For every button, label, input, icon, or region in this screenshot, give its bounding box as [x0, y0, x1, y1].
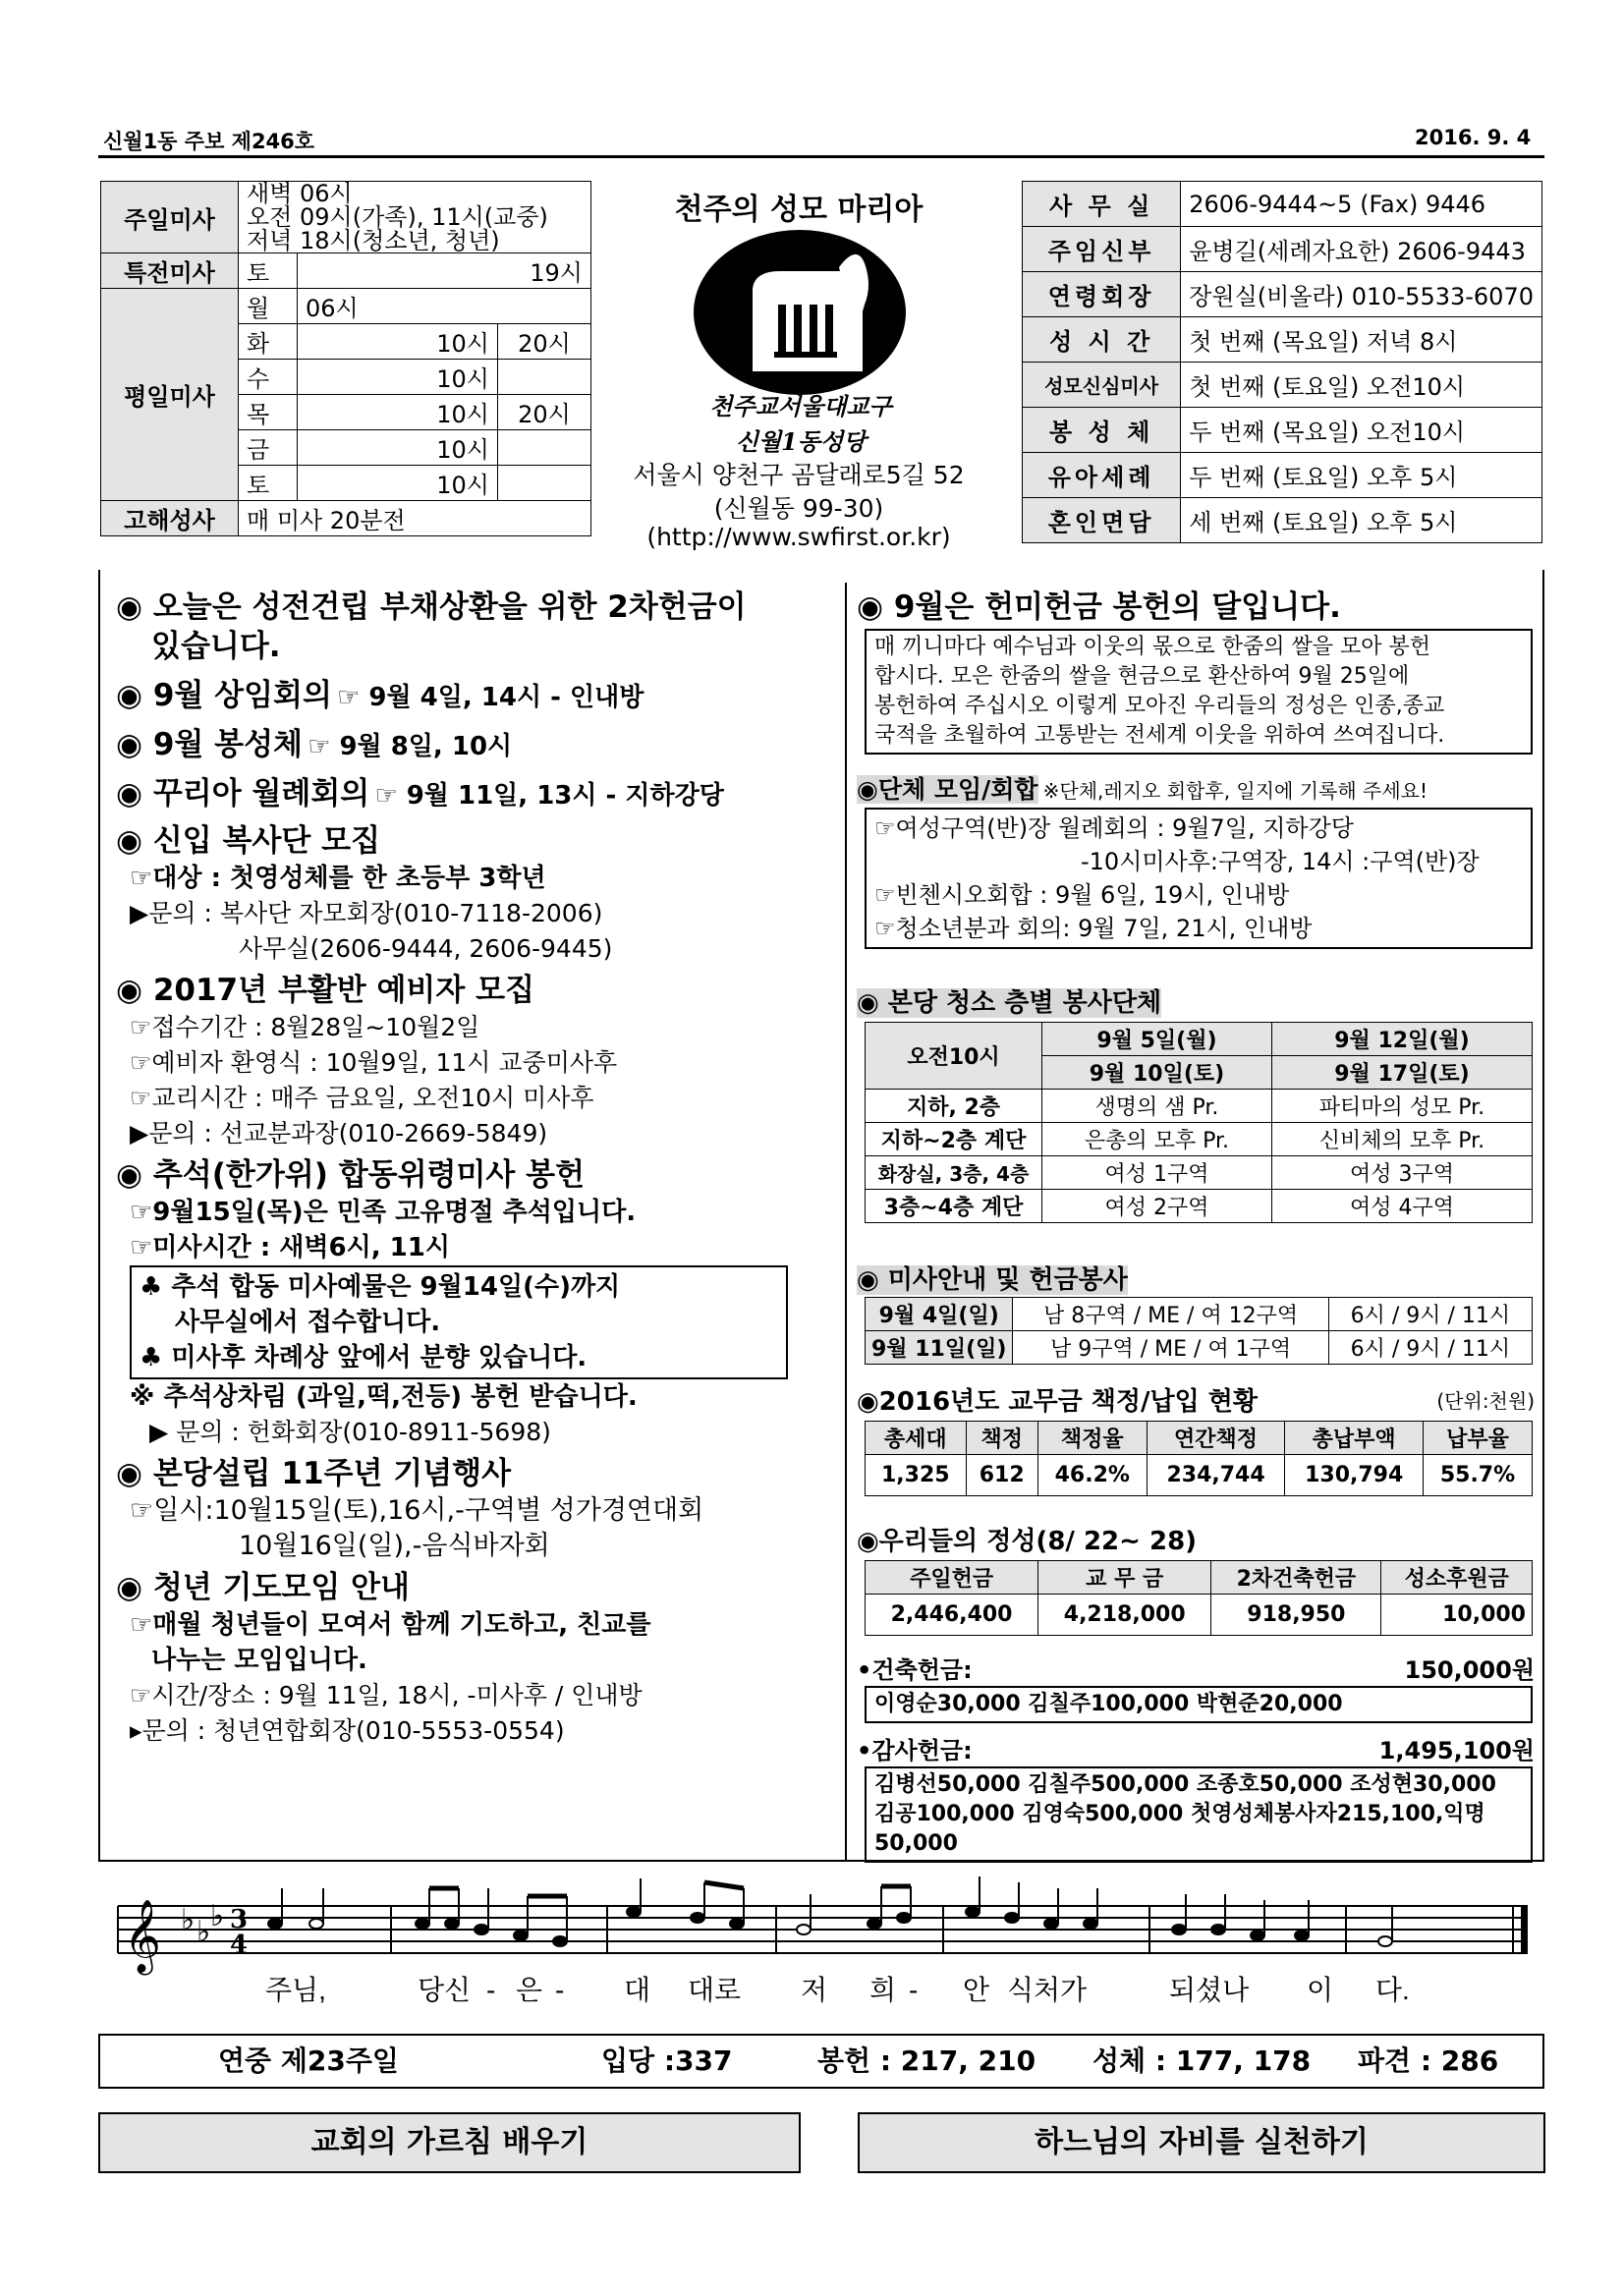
hymn-offertory: 봉헌 : 217, 210	[817, 2044, 1036, 2077]
svg-text:𝄞: 𝄞	[124, 1900, 161, 1973]
lyric-4: -	[555, 1975, 565, 2005]
confession-label: 고해성사	[101, 501, 239, 536]
thanks-offering: •감사헌금: 1,495,100원	[857, 1737, 1535, 1764]
notice-youth-prayer: ◉ 청년 기도모임 안내	[116, 1570, 410, 1605]
svg-text:♭: ♭	[181, 1903, 196, 1937]
notice-anniversary: ◉ 본당설립 11주년 기념행사	[116, 1456, 512, 1491]
notice-curia: ◉ 꾸리아 월례회의 ☞ 9월 11일, 13시 - 지하강당	[116, 776, 724, 812]
svg-text:♭: ♭	[210, 1899, 225, 1933]
group-meetings-box: ☞여성구역(반)장 월례회의 : 9월7일, 지하강당 -10시미사후:구역장, 14시 :구역(반)장 ☞빈첸시오회합 : 9월 6일, 19시, 인내방 ☞청소년분과 회의: 9월 7일, 21시, 인내방	[865, 808, 1533, 949]
feast-name: 연중 제23주일	[218, 2044, 399, 2077]
notice-altar-servers: ◉ 신입 복사단 모집	[116, 823, 381, 859]
lyric-10: 안	[963, 1975, 990, 2005]
lyric-3: 은	[516, 1975, 543, 2005]
lyric-5: 대	[624, 1975, 651, 2005]
church-teaching-box: 교회의 가르침 배우기	[98, 2112, 801, 2173]
music-staff	[98, 1867, 1542, 2014]
cleaning-table: 오전10시 9월 5일(월) 9월 12일(월) 9월 10일(토) 9월 17일(토) 지하, 2층 생명의 샘 Pr. 파티마의 성모 Pr. 지하~2층 계단 은총의 모후 Pr. 신비체의 모후 Pr. 화장실, 3층, 4층 여성 1구역 여성 3구역 3층~4층 계단 여성 2구역 여성 4구역	[865, 1022, 1533, 1223]
notice-cleaning: ◉ 본당 청소 층별 봉사단체	[857, 988, 1162, 1018]
notice-council: ◉ 9월 상임회의 ☞ 9월 4일, 14시 - 인내방	[116, 678, 644, 713]
logo-caption-line1: 천주교서울대교구	[709, 392, 892, 420]
office-contact-table: 사 무 실 2606-9444~5 (Fax) 9446 주임신부 윤병길(세례자요한) 2606-9443 연령회장 장원실(비올라) 010-5533-6070 성 시 간 첫 번째 (목요일) 저녁 8시 성모신심미사 첫 번째 (토요일) 오전10시 봉 성 체 두 번째 (목요일) 오전10시 유아세례 두 번째 (토요일) 오후 5시 혼인면담 세 번째 (토요일) 오후 5시	[1022, 181, 1542, 543]
weekday-mass-label: 평일미사	[101, 289, 239, 501]
parish-title: 천주의 성모 마리아	[674, 193, 924, 227]
parish-url[interactable]: (http://www.swfirst.or.kr)	[646, 523, 951, 551]
column-divider	[845, 583, 847, 1860]
notice-mass-service: ◉ 미사안내 및 헌금봉사	[857, 1265, 1128, 1295]
sunday-mass-label: 주일미사	[101, 182, 239, 253]
hymn-entrance: 입당 :337	[601, 2044, 733, 2077]
notice-second-collection: ◉ 오늘은 성전건립 부채상환을 위한 2차헌금이	[116, 589, 747, 625]
svg-text:4: 4	[230, 1931, 249, 1960]
lyric-12: 되셨나	[1169, 1975, 1250, 2005]
parish-address2: (신월동 99-30)	[713, 494, 884, 523]
building-offering-names: 이영순30,000 김칠주100,000 박현준20,000	[865, 1686, 1533, 1723]
hymn-dismissal: 파견 : 286	[1358, 2044, 1499, 2077]
notice-catechumen: ◉ 2017년 부활반 예비자 모집	[116, 973, 535, 1008]
notice-tithe: ◉2016년도 교무금 책정/납입 현황 (단위:천원)	[857, 1387, 1535, 1417]
svg-text:3: 3	[230, 1905, 249, 1934]
notice-group-meetings: ◉단체 모임/회합 ※단체,레지오 회합후, 일지에 기록해 주세요!	[857, 775, 1428, 804]
header-rule	[98, 155, 1544, 158]
building-offering: •건축헌금: 150,000원	[857, 1656, 1535, 1684]
chuseok-box: ♣ 추석 합동 미사예물은 9월14일(수)까지 사무실에서 접수합니다. ♣ 미사후 차례상 앞에서 분향 있습니다.	[130, 1265, 788, 1379]
lyric-1: 당신	[418, 1975, 472, 2005]
hymn-communion: 성체 : 177, 178	[1092, 2044, 1312, 2077]
thanks-offering-names: 김병선50,000 김칠주500,000 조종호50,000 조성현30,000 김공100,000 김영숙500,000 첫영성체봉사자215,100,익명50,000	[865, 1766, 1533, 1863]
lyric-6: 대로	[688, 1975, 742, 2005]
mass-service-table: 9월 4일(일) 남 8구역 / ME / 여 12구역 6시 / 9시 / 11시 9월 11일(일) 남 9구역 / ME / 여 1구역 6시 / 9시 / 11시	[865, 1297, 1533, 1365]
mercy-practice-box: 하느님의 자비를 실천하기	[858, 2112, 1545, 2173]
rice-offering-box: 매 끼니마다 예수님과 이웃의 몫으로 한줌의 쌀을 모아 봉헌 합시다. 모은 한줌의 쌀을 현금으로 환산하여 9월 25일에 봉헌하여 주십시오 이렇게 모아진 우리들의 정성은 인종,종교 국적을 초월하여 고통받는 전세계 이웃을 위하여 쓰여집니다.	[865, 629, 1533, 755]
lyric-9: -	[909, 1975, 919, 2005]
offerings-table: 주일헌금 교 무 금 2차건축헌금 성소후원금 2,446,400 4,218,000 918,950 10,000	[865, 1560, 1533, 1636]
lyric-13: 이	[1307, 1975, 1334, 2005]
notice-rice-offering: ◉ 9월은 헌미헌금 봉헌의 달입니다.	[857, 589, 1341, 625]
parish-logo	[692, 228, 908, 397]
left-column: ◉ 오늘은 성전건립 부채상환을 위한 2차헌금이 있습니다. ◉ 9월 상임회의 ☞ 9월 4일, 14시 - 인내방 ◉ 9월 봉성체 ☞ 9월 8일, 10시 ◉ 꾸리아 월례회의 ☞ 9월 11일, 13시 - 지하강당 ◉ 신입 복사단 모집 ☞대상 : 첫영성체를 한 초등부 3학년 ▶문의 : 복사단 자모회장(010-7118-2006) 사무실(2606-9444, 2606-9445) ◉ 2017년 부활반 예비자 모집 ☞접수기간 : 8월28일~10월2일 ☞예비자 환영식 : 10월9일, 11시 교중미사후 ☞교리시간 : 매주 금요일, 오전10시 미사후 ▶문의 : 선교분과장(010-2669-5849) ◉ 추석(한가위) 합동위령미사 봉헌 ☞9월15일(목)은 민족 고유명절 추석입니다. ☞미사시간 : 새벽6시, 11시 ♣ 추석 합동 미사예물은 9월14일(수)까지 사무실에서 접수합니다. ♣ 미사후 차례상 앞에서 분향 있습니다. ※ 추석상차림 (과일,떡,전등) 봉헌 받습니다. ▶ 문의 : 헌화회장(010-8911-5698) ◉ 본당설립 11주년 기념행사 ☞일시:10월15일(토),16시,-구역별 성가경연대회 10월16일(일),-음식바자회 ◉ 청년 기도모임 안내 ☞매월 청년들이 모여서 함께 기도하고, 친교를 나누는 모임입니다. ☞시간/장소 : 9월 11일, 18시, -미사후 / 인내방 ▸문의 : 청년연합회장(010-5553-0554)	[116, 588, 833, 1749]
lyric-14: 다.	[1375, 1975, 1410, 2005]
lyric-2: -	[486, 1975, 496, 2005]
lyric-11: 식처가	[1007, 1975, 1088, 2005]
lyric-0: 주님,	[265, 1975, 326, 2005]
mass-schedule-table: 주일미사 새벽 06시 오전 09시(가족), 11시(교중) 저녁 18시(청소년, 청년) 특전미사 토 19시 평일미사 월 06시 화 10시 20시 수 10시 목 10시 20시 금 10시 토 10시 고해성사 매 미사 20분전	[100, 181, 591, 536]
notice-chuseok: ◉ 추석(한가위) 합동위령미사 봉헌	[116, 1157, 586, 1193]
lyric-8: 희	[869, 1975, 897, 2005]
notice-communion-visit: ◉ 9월 봉성체 ☞ 9월 8일, 10시	[116, 727, 513, 762]
lyric-7: 저	[801, 1975, 828, 2005]
hymn-bar	[98, 2034, 1544, 2089]
svg-text:♭: ♭	[196, 1915, 211, 1949]
tithe-table: 총세대 책정 책정율 연간책정 총납부액 납부율 1,325 612 46.2% 234,744 130,794 55.7%	[865, 1421, 1533, 1496]
bulletin-date: 2016. 9. 4	[1415, 126, 1532, 149]
bulletin-issue: 신월1동 주보 제246호	[103, 130, 315, 153]
logo-caption-line2: 신월1동성당	[735, 427, 867, 456]
parish-address: 서울시 양천구 곰달래로5길 52	[633, 461, 965, 489]
notice-offerings: ◉우리들의 정성(8/ 22~ 28)	[857, 1527, 1198, 1556]
vigil-mass-label: 특전미사	[101, 253, 239, 289]
